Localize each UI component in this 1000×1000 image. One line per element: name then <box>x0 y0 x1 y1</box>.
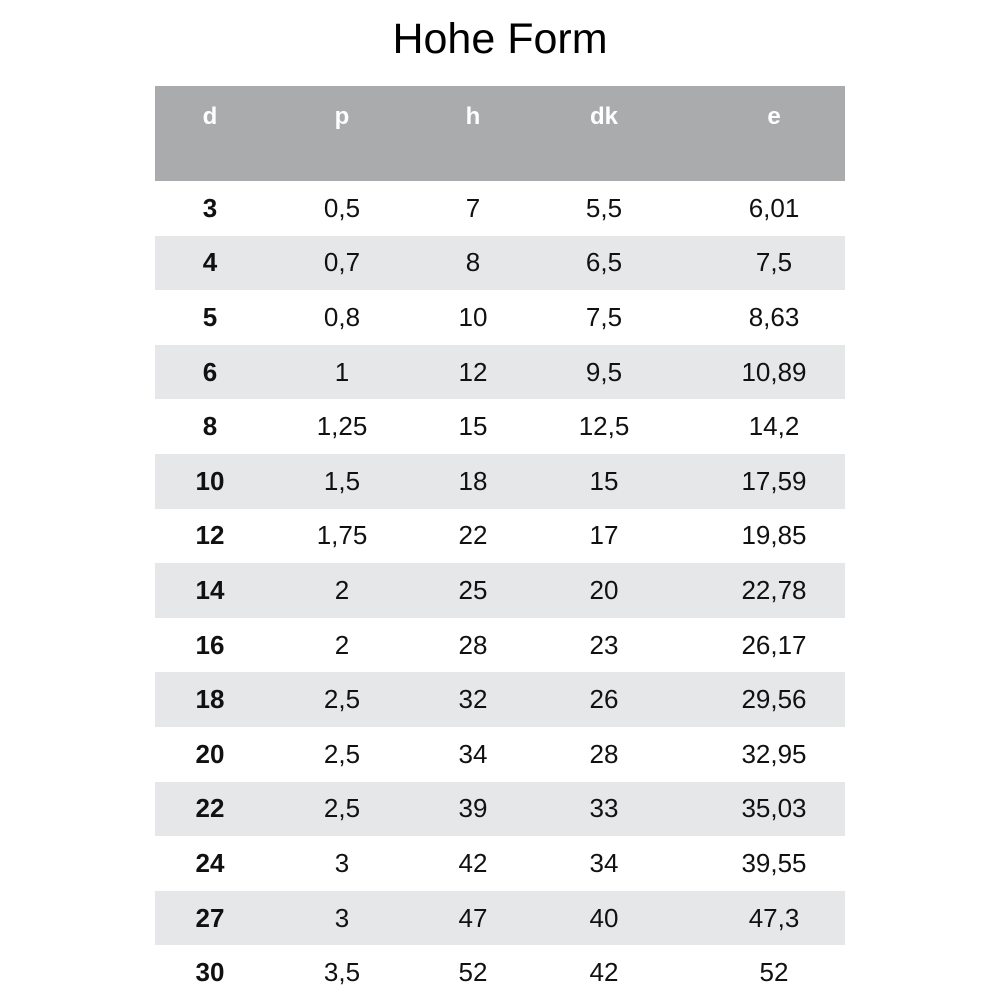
table-cell-h: 15 <box>458 411 488 442</box>
table-cell-d: 4 <box>202 247 218 278</box>
column-header-p: p <box>334 103 350 130</box>
dimension-table <box>155 86 845 1000</box>
table-row <box>155 727 845 782</box>
table-cell-p: 2,5 <box>323 738 361 769</box>
table-cell-d: 24 <box>195 847 225 878</box>
table-cell-dk: 42 <box>589 957 619 988</box>
table-cell-dk: 20 <box>589 574 619 605</box>
page-title: Hohe Form <box>392 15 608 63</box>
table-cell-d: 22 <box>195 793 225 824</box>
table-cell-d: 18 <box>195 684 225 715</box>
table-header-row <box>155 86 845 181</box>
table-cell-h: 39 <box>458 793 488 824</box>
table-cell-d: 6 <box>202 356 218 387</box>
table-cell-h: 42 <box>458 847 488 878</box>
table-cell-dk: 40 <box>589 902 619 933</box>
table-cell-dk: 15 <box>589 465 619 496</box>
table-cell-e: 6,01 <box>748 192 800 223</box>
table-cell-h: 25 <box>458 574 488 605</box>
table-row <box>155 236 845 291</box>
table-cell-dk: 9,5 <box>585 356 623 387</box>
table-cell-dk: 12,5 <box>578 411 630 442</box>
table-cell-p: 3 <box>334 847 350 878</box>
table-cell-p: 1,75 <box>316 520 368 551</box>
column-header-d: d <box>202 103 218 130</box>
table-cell-e: 35,03 <box>741 793 807 824</box>
table-cell-h: 18 <box>458 465 488 496</box>
table-cell-d: 16 <box>195 629 225 660</box>
table-row <box>155 782 845 837</box>
table-cell-p: 2 <box>334 574 350 605</box>
table-cell-p: 0,8 <box>323 301 361 332</box>
table-cell-d: 5 <box>202 301 218 332</box>
table-cell-h: 10 <box>458 301 488 332</box>
table-cell-h: 7 <box>465 192 481 223</box>
table-row <box>155 290 845 345</box>
table-cell-p: 3,5 <box>323 957 361 988</box>
table-cell-h: 52 <box>458 957 488 988</box>
table-cell-h: 47 <box>458 902 488 933</box>
table-row <box>155 618 845 673</box>
column-header-h: h <box>465 103 481 130</box>
table-cell-h: 28 <box>458 629 488 660</box>
table-cell-d: 10 <box>195 465 225 496</box>
table-cell-p: 1,5 <box>323 465 361 496</box>
table-cell-e: 52 <box>759 957 789 988</box>
table-cell-d: 12 <box>195 520 225 551</box>
table-cell-dk: 23 <box>589 629 619 660</box>
table-cell-e: 10,89 <box>741 356 807 387</box>
table-cell-d: 3 <box>202 192 218 223</box>
table-cell-p: 3 <box>334 902 350 933</box>
table-cell-e: 26,17 <box>741 629 807 660</box>
table-row <box>155 563 845 618</box>
table-cell-p: 2,5 <box>323 684 361 715</box>
table-cell-dk: 7,5 <box>585 301 623 332</box>
table-cell-e: 19,85 <box>741 520 807 551</box>
table-row <box>155 345 845 400</box>
table-cell-e: 7,5 <box>755 247 793 278</box>
table-cell-h: 34 <box>458 738 488 769</box>
table-cell-p: 1,25 <box>316 411 368 442</box>
table-cell-dk: 17 <box>589 520 619 551</box>
table-row <box>155 945 845 1000</box>
table-cell-p: 0,5 <box>323 192 361 223</box>
table-body <box>155 181 845 1000</box>
table-cell-h: 8 <box>465 247 481 278</box>
table-cell-e: 14,2 <box>748 411 800 442</box>
table-cell-p: 2,5 <box>323 793 361 824</box>
table-cell-p: 2 <box>334 629 350 660</box>
table-cell-d: 14 <box>195 574 225 605</box>
table-cell-h: 12 <box>458 356 488 387</box>
table-cell-p: 0,7 <box>323 247 361 278</box>
table-cell-h: 22 <box>458 520 488 551</box>
table-cell-e: 22,78 <box>741 574 807 605</box>
table-cell-d: 30 <box>195 957 225 988</box>
table-cell-p: 1 <box>334 356 350 387</box>
table-row <box>155 672 845 727</box>
table-cell-dk: 28 <box>589 738 619 769</box>
table-cell-dk: 6,5 <box>585 247 623 278</box>
table-cell-d: 27 <box>195 902 225 933</box>
table-cell-e: 47,3 <box>748 902 800 933</box>
table-cell-e: 39,55 <box>741 847 807 878</box>
table-row <box>155 181 845 236</box>
table-row <box>155 509 845 564</box>
table-row <box>155 891 845 946</box>
table-cell-dk: 5,5 <box>585 192 623 223</box>
column-header-dk: dk <box>589 103 618 130</box>
table-cell-dk: 34 <box>589 847 619 878</box>
table-row <box>155 454 845 509</box>
table-cell-h: 32 <box>458 684 488 715</box>
table-cell-e: 8,63 <box>748 301 800 332</box>
table-cell-d: 8 <box>202 411 218 442</box>
table-cell-e: 17,59 <box>741 465 807 496</box>
column-header-e: e <box>767 103 781 130</box>
table-cell-dk: 33 <box>589 793 619 824</box>
table-cell-dk: 26 <box>589 684 619 715</box>
table-cell-e: 29,56 <box>741 684 807 715</box>
table-cell-d: 20 <box>195 738 225 769</box>
table-row <box>155 399 845 454</box>
table-cell-e: 32,95 <box>741 738 807 769</box>
table-row <box>155 836 845 891</box>
